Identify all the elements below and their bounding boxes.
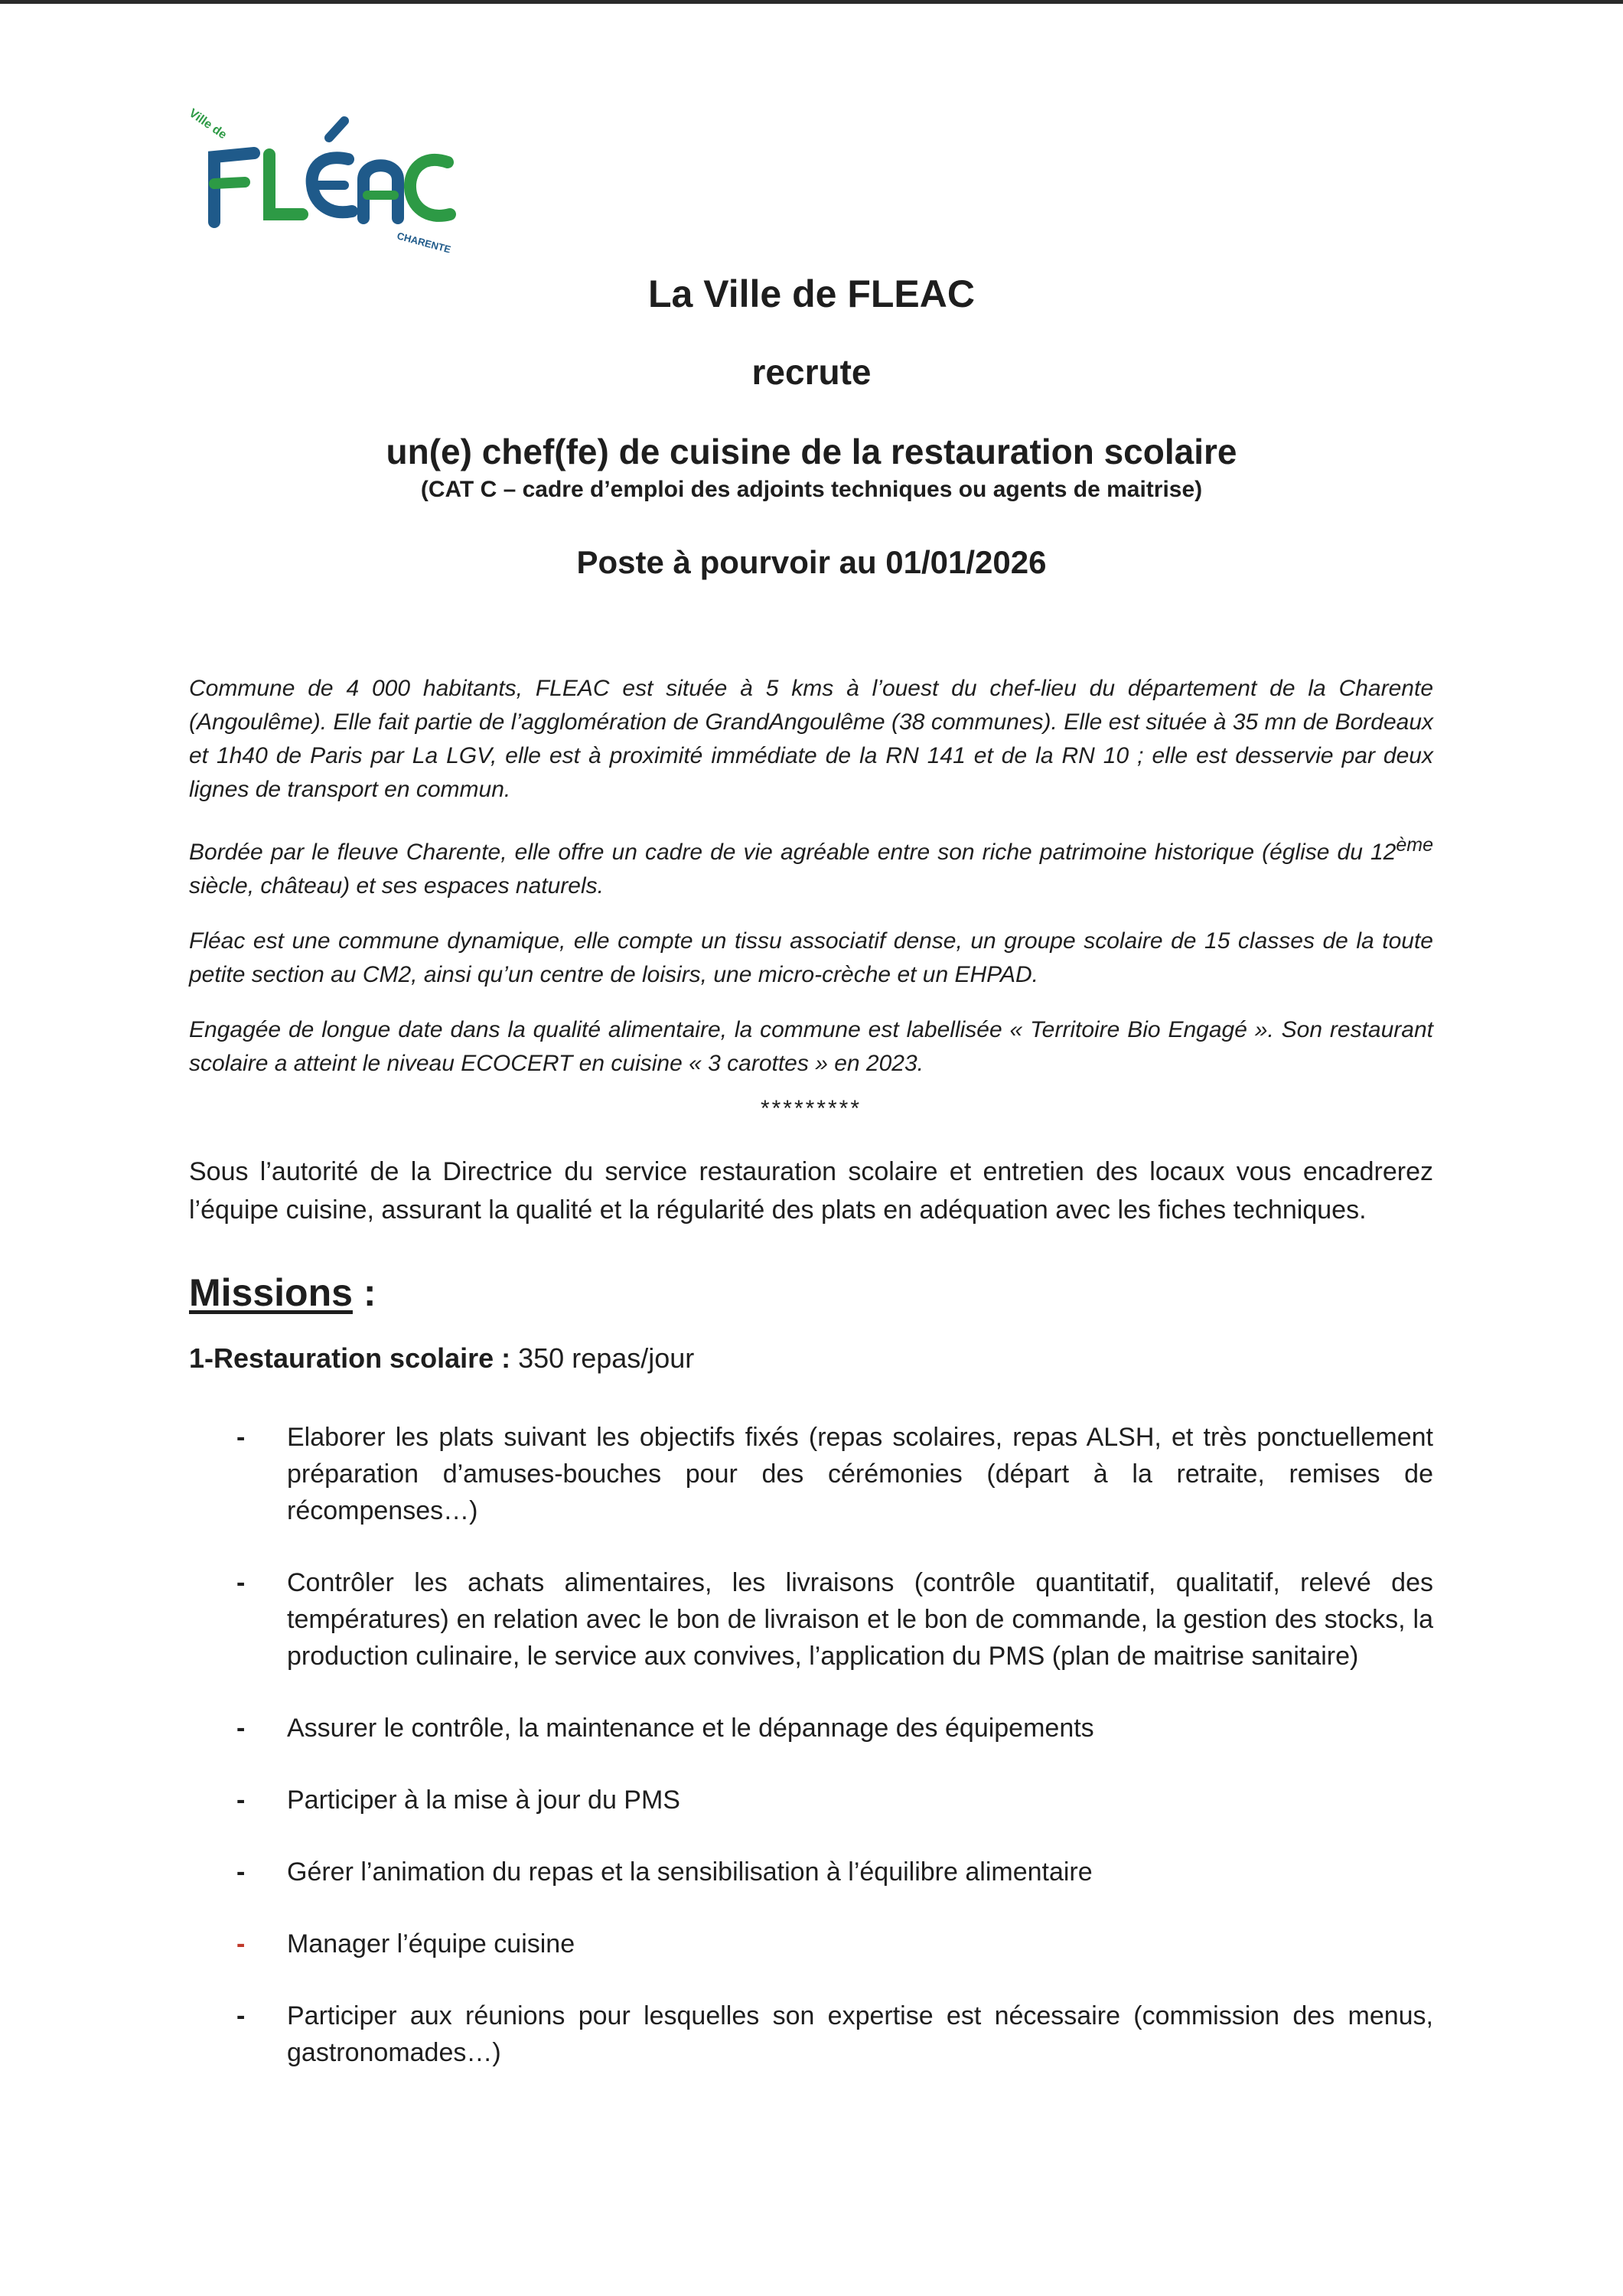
task-text: Contrôler les achats alimentaires, les livraisons (contrôle quantitatif, qualitatif, relevé des températures) en relation avec le bon de livraison et le bon de commande, la gestion des stocks, la production culinaire, le service aux convives, l’application du PMS (plan de maitrise sanitaire) xyxy=(287,1568,1433,1671)
intro-paragraph-3: Fléac est une commune dynamique, elle compte un tissu associatif dense, un groupe scolaire de 15 classes de la toute petite section au CM2, ainsi qu’un centre de loisirs, une micro-crèche et un EHPAD. xyxy=(189,928,1433,987)
list-item xyxy=(189,1710,1433,1746)
list-item xyxy=(189,1419,1433,1529)
job-category: (CAT C – cadre d’emploi des adjoints techniques ou agents de maitrise) xyxy=(420,477,1203,502)
bullet-dash: - xyxy=(236,1857,246,1887)
intro xyxy=(189,672,1433,1081)
fleac-logo-graphic xyxy=(184,99,459,253)
page-title: La Ville de FLEAC xyxy=(648,272,975,315)
main-content xyxy=(189,672,1433,2106)
task-text: Gérer l’animation du repas et la sensibilisation à l’équilibre alimentaire xyxy=(287,1857,1093,1887)
bullet-dash: - xyxy=(236,2001,246,2030)
section-1-label: 1-Restauration scolaire : xyxy=(189,1342,511,1374)
separator: ********* xyxy=(760,1096,862,1121)
list-item xyxy=(189,1564,1433,1675)
bullet-dash: - xyxy=(236,1929,246,1958)
list-item xyxy=(189,1854,1433,1890)
recrute-heading: recrute xyxy=(751,352,872,392)
intro-p2-superscript: ème xyxy=(1396,834,1433,856)
missions-heading xyxy=(189,1270,1433,1315)
svg-text:CHARENTE: CHARENTE xyxy=(396,230,452,253)
list-item xyxy=(189,1926,1433,1962)
intro-paragraph-4: Engagée de longue date dans la qualité alimentaire, la commune est labellisée « Territoire Bio Engagé ». Son restaurant scolaire a atteint le niveau ECOCERT en cuisine « 3 carottes » en 2023. xyxy=(189,1017,1433,1076)
bullet-dash: - xyxy=(236,1423,246,1452)
section-1-detail: 350 repas/jour xyxy=(510,1342,695,1374)
job-title: un(e) chef(fe) de cuisine de la restauration scolaire xyxy=(386,432,1237,471)
svg-text:Ville de: Ville de xyxy=(186,106,230,142)
start-date: Poste à pourvoir au 01/01/2026 xyxy=(576,544,1047,580)
list-item xyxy=(189,1998,1433,2071)
authority-paragraph: Sous l’autorité de la Directrice du service restauration scolaire et entretien des locaux vous encadrerez l’équipe cuisine, assurant la qualité et la régularité des plats en adéquation avec les fiches techniques. xyxy=(189,1157,1433,1225)
list-item xyxy=(189,1782,1433,1818)
bullet-dash: - xyxy=(236,1714,246,1743)
bullet-dash: - xyxy=(236,1568,246,1597)
task-list xyxy=(189,1419,1433,2071)
fleac-logo xyxy=(184,99,459,253)
task-text: Elaborer les plats suivant les objectifs fixés (repas scolaires, repas ALSH, et très ponctuellement préparation d’amuses-bouches pour des cérémonies (départ à la retraite, remises de récompenses…) xyxy=(287,1423,1433,1525)
task-text: Manager l’équipe cuisine xyxy=(287,1929,575,1958)
scan-top-border xyxy=(0,0,1623,4)
task-text: Participer à la mise à jour du PMS xyxy=(287,1786,680,1815)
bullet-dash: - xyxy=(236,1786,246,1815)
intro-p2-end: siècle, château) et ses espaces naturels. xyxy=(189,873,604,899)
task-text: Participer aux réunions pour lesquelles son expertise est nécessaire (commission des menus, gastronomades…) xyxy=(287,2001,1433,2067)
intro-paragraph-2 xyxy=(189,828,1433,903)
header xyxy=(0,272,1623,581)
missions-heading-colon: : xyxy=(352,1271,376,1314)
intro-p2-start: Bordée par le fleuve Charente, elle offre un cadre de vie agréable entre son riche patrimoine historique (église du 12 xyxy=(189,840,1396,865)
missions-heading-label: Missions xyxy=(189,1271,353,1314)
intro-paragraph-1: Commune de 4 000 habitants, FLEAC est située à 5 kms à l’ouest du chef-lieu du département de la Charente (Angoulême). Elle fait partie de l’agglomération de GrandAngoulême (38 communes). Elle est située à 35 mn de Bordeaux et 1h40 de Paris par La LGV, elle est à proximité immédiate de la RN 141 et de la RN 10 ; elle est desservie par deux lignes de transport en commun. xyxy=(189,676,1433,802)
task-text: Assurer le contrôle, la maintenance et le dépannage des équipements xyxy=(287,1714,1094,1743)
section-1-heading xyxy=(189,1342,1433,1375)
